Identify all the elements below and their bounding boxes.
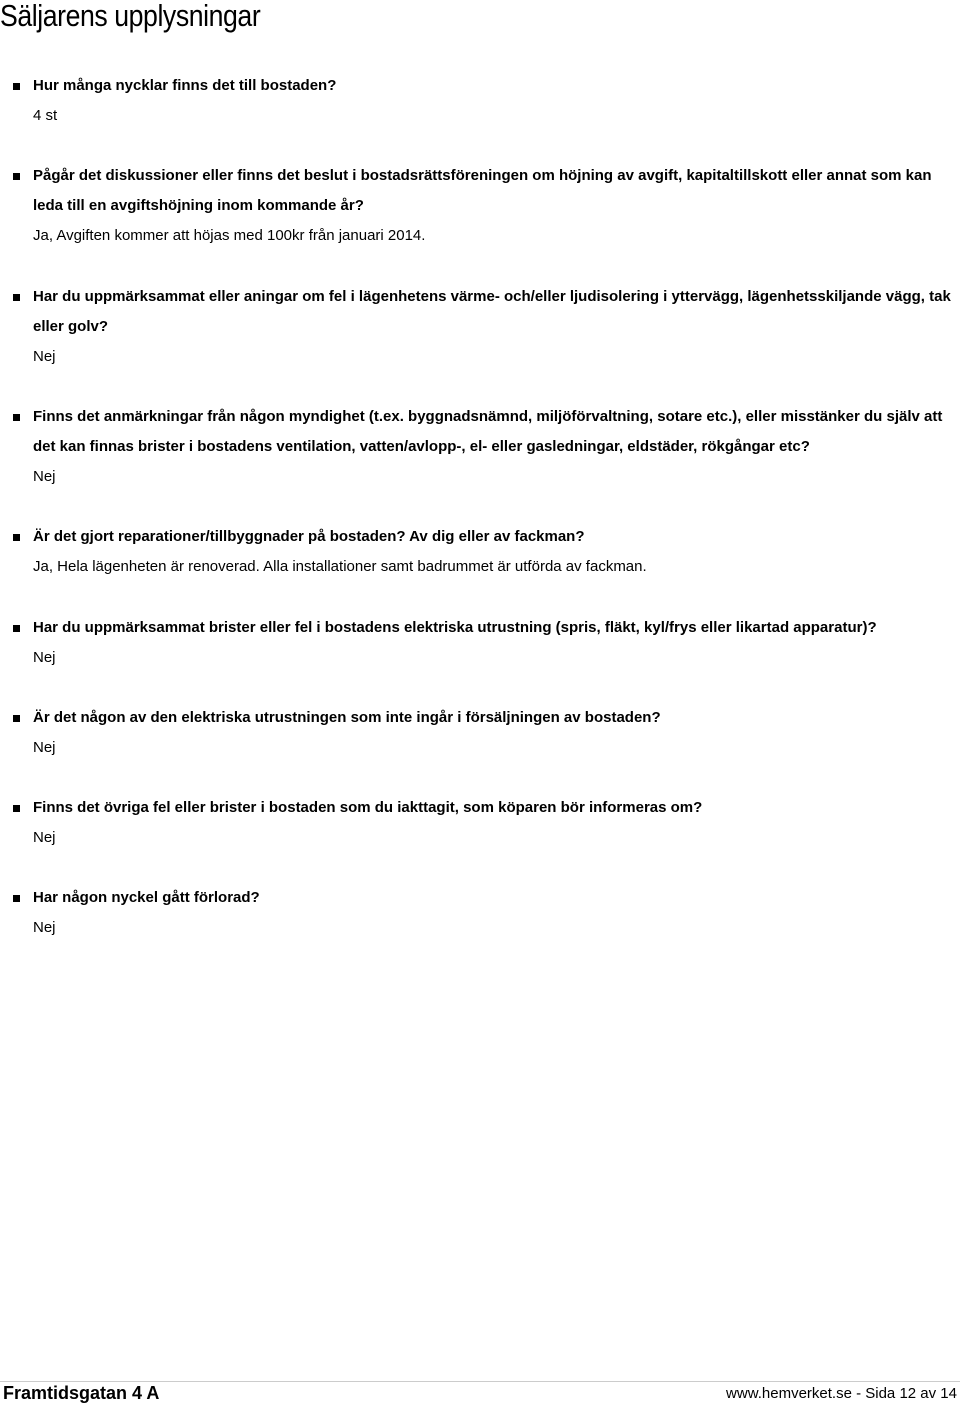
answer: Nej <box>33 649 56 666</box>
question: Är det någon av den elektriska utrustningen som inte ingår i försäljningen av bostaden? <box>0 703 956 733</box>
bullet-icon <box>13 895 20 902</box>
qa-item-insulation <box>0 282 956 372</box>
bullet-icon <box>13 715 20 722</box>
qa-item-keys-count <box>0 71 956 131</box>
answer: Ja, Avgiften kommer att höjas med 100kr från januari 2014. <box>33 227 426 244</box>
bullet-icon <box>13 294 20 301</box>
question: Finns det övriga fel eller brister i bostaden som du iakttagit, som köparen bör informeras om? <box>0 793 956 823</box>
question: Finns det anmärkningar från någon myndighet (t.ex. byggnadsnämnd, miljöförvaltning, sotare etc.), eller misstänker du själv att det kan finnas brister i bostadens ventilation, vatten/avlopp-, el- eller gasledningar, eldstäder, rökgångar etc? <box>0 402 956 462</box>
bullet-icon <box>13 534 20 541</box>
qa-item-electrical-faults <box>0 613 956 673</box>
question: Hur många nycklar finns det till bostaden? <box>0 71 956 101</box>
footer-page-info: www.hemverket.se - Sida 12 av 14 <box>726 1385 957 1402</box>
question: Har du uppmärksammat eller aningar om fel i lägenhetens värme- och/eller ljudisolering i yttervägg, lägenhetsskiljande vägg, tak eller golv? <box>0 282 956 342</box>
bullet-icon <box>13 173 20 180</box>
qa-item-authority-remarks <box>0 402 956 492</box>
footer-address: Framtidsgatan 4 A <box>3 1383 160 1403</box>
answer: Nej <box>33 829 56 846</box>
bullet-icon <box>13 83 20 90</box>
answer: 4 st <box>33 107 58 124</box>
answer: Nej <box>33 739 56 756</box>
bullet-icon <box>13 414 20 421</box>
answer: Nej <box>33 919 56 936</box>
question: Har någon nyckel gått förlorad? <box>0 883 956 913</box>
qa-item-repairs <box>0 522 956 582</box>
answer: Nej <box>33 468 56 485</box>
bullet-icon <box>13 625 20 632</box>
footer-divider <box>0 1381 960 1382</box>
answer: Ja, Hela lägenheten är renoverad. Alla installationer samt badrummet är utförda av fackman. <box>33 558 647 575</box>
qa-item-lost-key <box>0 883 956 943</box>
qa-item-excluded-equipment <box>0 703 956 763</box>
bullet-icon <box>13 805 20 812</box>
question: Pågår det diskussioner eller finns det beslut i bostadsrättsföreningen om höjning av avgift, kapitaltillskott eller annat som kan leda till en avgiftshöjning inom kommande år? <box>0 161 956 221</box>
question: Är det gjort reparationer/tillbyggnader på bostaden? Av dig eller av fackman? <box>0 522 956 552</box>
qa-item-fee-increase <box>0 161 956 251</box>
question: Har du uppmärksammat brister eller fel i bostadens elektriska utrustning (spris, fläkt, kyl/frys eller likartad apparatur)? <box>0 613 956 643</box>
answer: Nej <box>33 348 56 365</box>
qa-item-other-defects <box>0 793 956 853</box>
page-title: Säljarens upplysningar <box>0 0 261 33</box>
